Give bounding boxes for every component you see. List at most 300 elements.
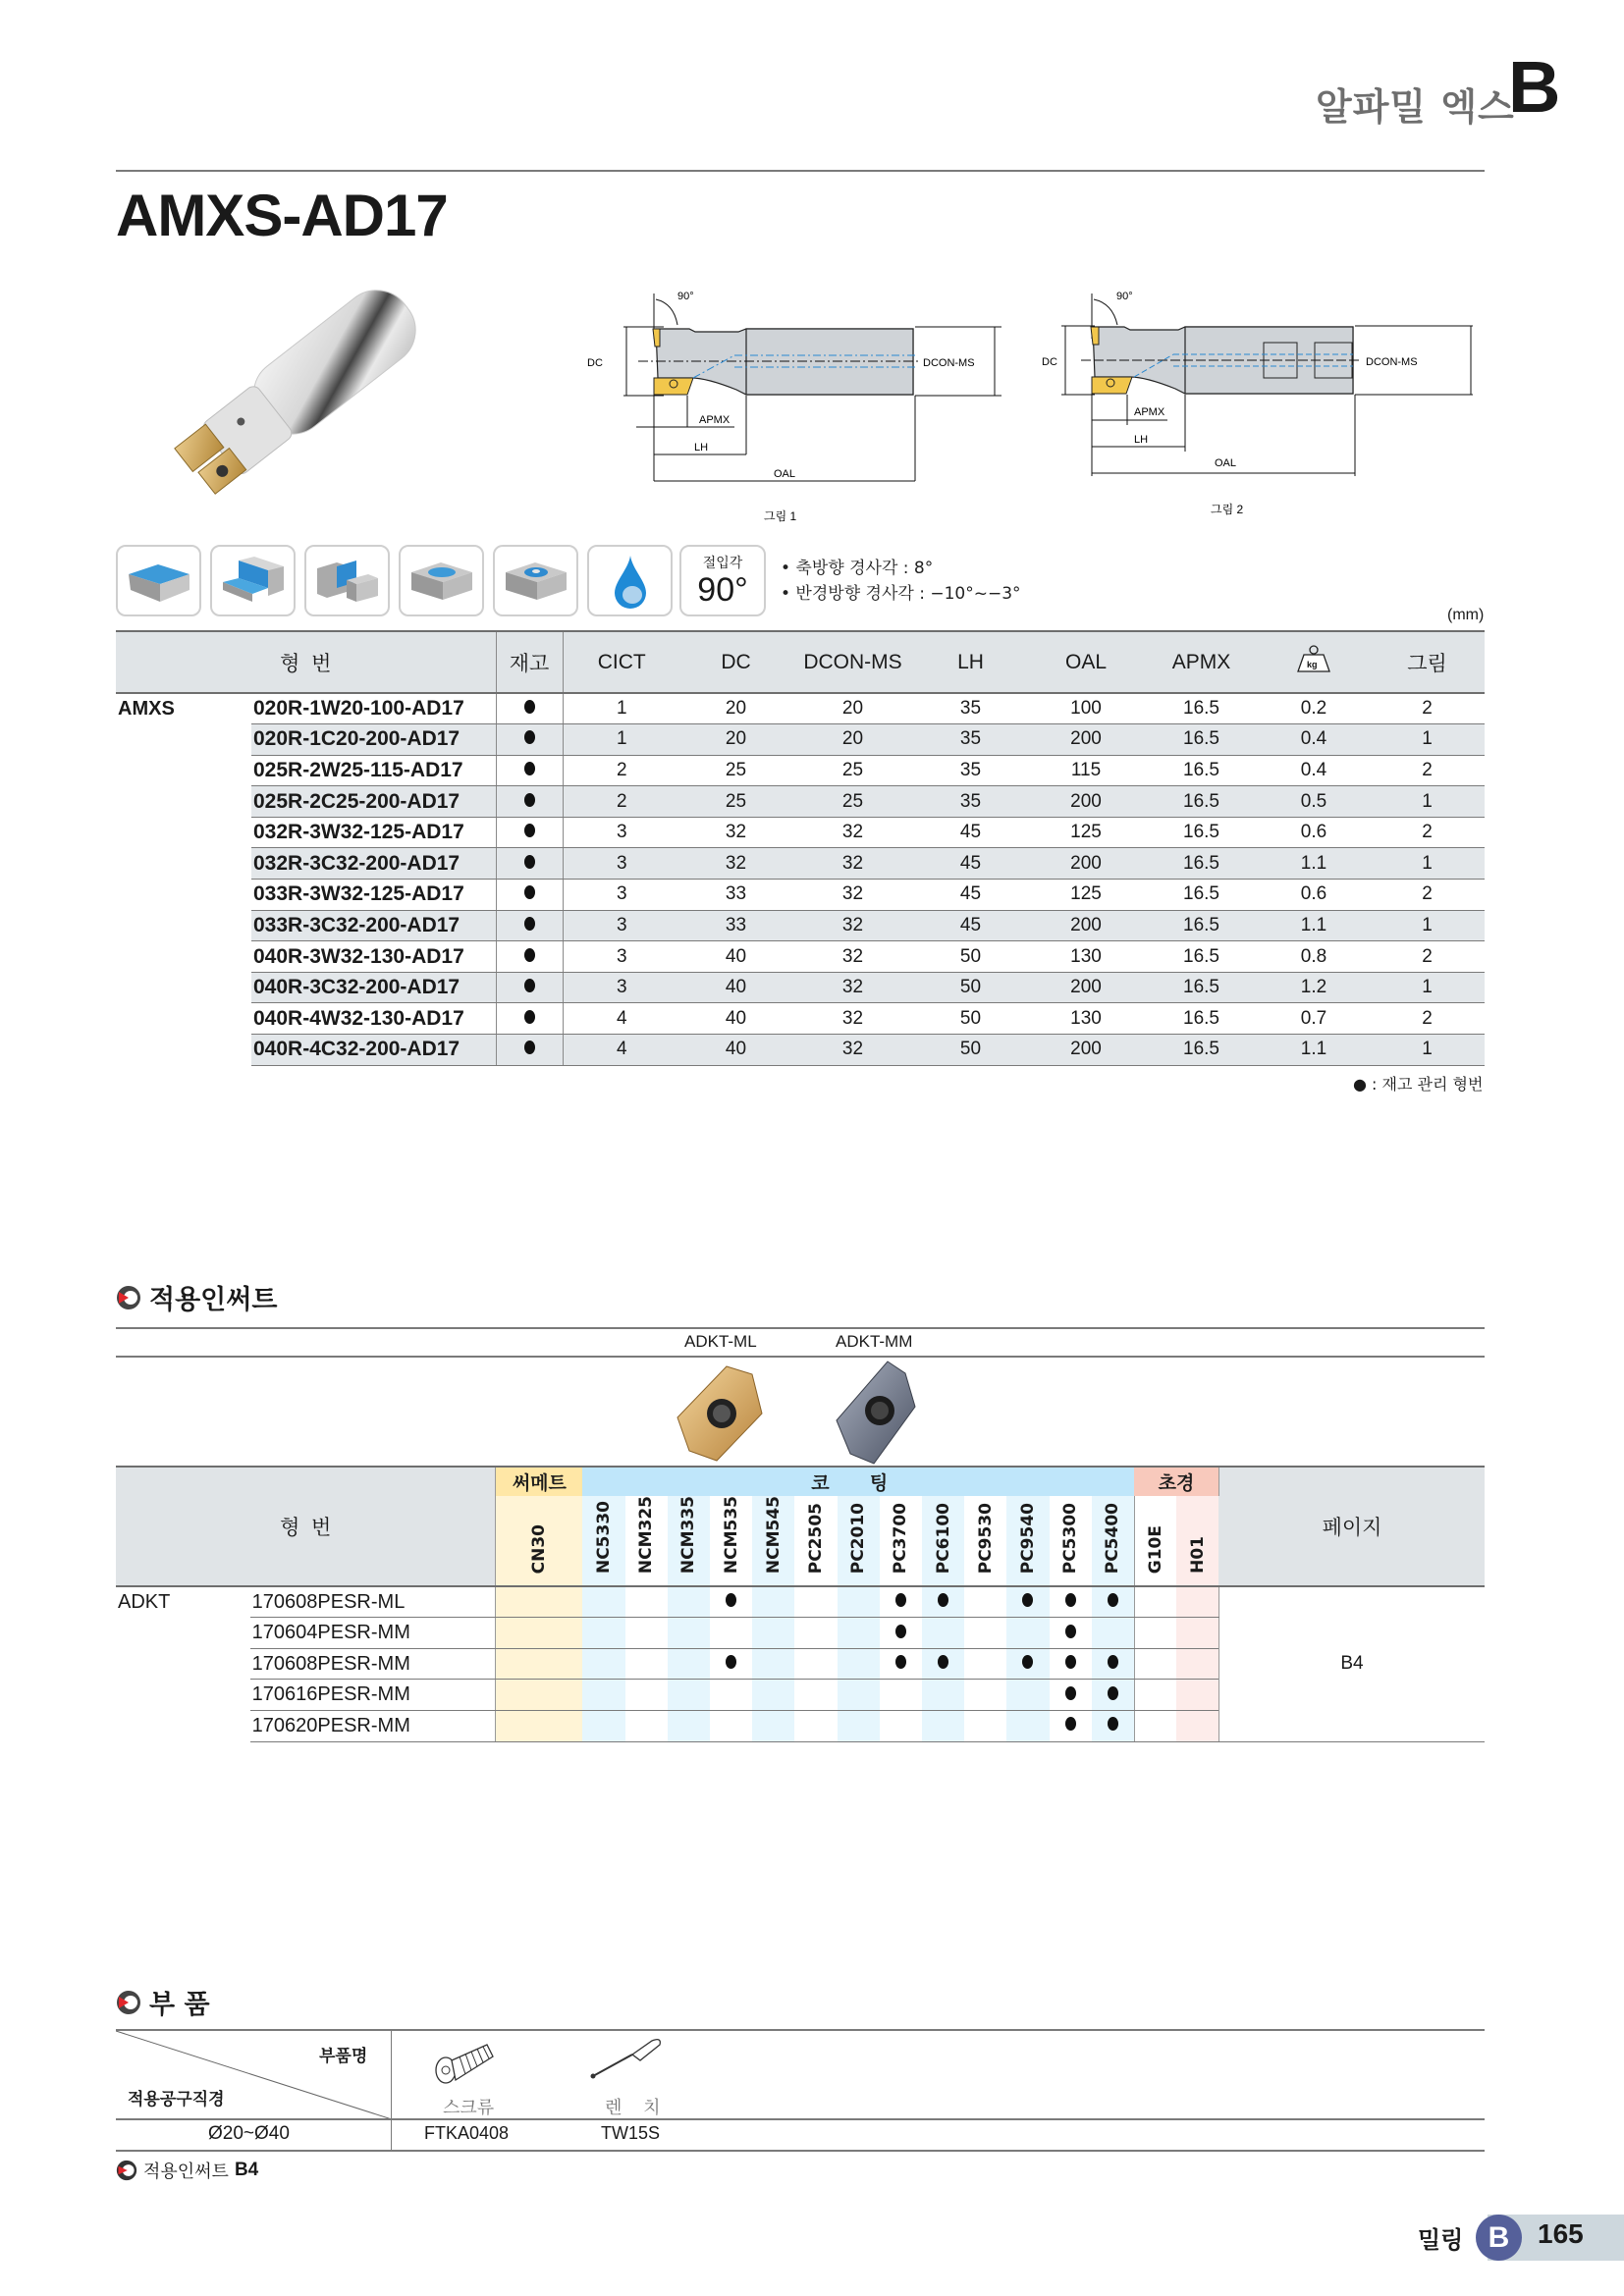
cell-dcon: 32 [791,880,914,911]
stock-indicator [496,755,563,786]
cell-lh: 35 [914,693,1027,724]
grade-cell [625,1680,668,1711]
divider [116,2150,1485,2152]
cell-oal: 125 [1027,880,1145,911]
slot-milling-icon [304,545,390,616]
cell-dcon: 32 [791,972,914,1003]
header-divider [116,170,1485,172]
table-row [116,910,1485,941]
cell-lh: 45 [914,880,1027,911]
cell-apmx: 16.5 [1145,724,1258,756]
cell-cict: 4 [563,1035,680,1066]
wrench-label: 렌 치 [605,2098,669,2118]
grade-cell [1092,1648,1134,1680]
model-code: 040R-3C32-200-AD17 [251,972,496,1003]
insert-model-code: 170608PESR-MM [250,1648,496,1680]
label-lh: LH [694,442,709,454]
cell-oal: 200 [1027,786,1145,818]
cell-dcon: 20 [791,693,914,724]
weight-kg-icon [1294,645,1333,674]
grade-cell [1092,1710,1134,1741]
availability-dot-icon [1065,1655,1076,1669]
availability-dot-icon [938,1593,948,1607]
label-dcon: DCON-MS [923,357,975,369]
table-row [116,786,1485,818]
label-oal: OAL [774,468,796,480]
tool-diameter-value: Ø20~Ø40 [208,2123,290,2144]
model-code: 040R-3W32-130-AD17 [251,941,496,973]
grade-cell [922,1710,964,1741]
grade-cell [1134,1680,1176,1711]
insert-model-code: 170620PESR-MM [250,1710,496,1741]
availability-dot-icon [1065,1593,1076,1607]
grade-cell [496,1586,582,1618]
table-row [116,693,1485,724]
grade-cell [582,1618,624,1649]
helical-milling-icon [493,545,578,616]
grade-cell [625,1648,668,1680]
header-dcon: DCON-MS [791,631,914,693]
cell-fig: 2 [1370,880,1485,911]
cell-dc: 33 [680,910,791,941]
wrench-icon [589,2035,668,2082]
cell-kg: 0.4 [1258,755,1370,786]
table-row [116,724,1485,756]
stock-dot-icon [524,730,535,744]
cell-apmx: 16.5 [1145,910,1258,941]
cell-oal: 200 [1027,972,1145,1003]
cell-oal: 200 [1027,910,1145,941]
grade-cell [1092,1618,1134,1649]
insert-type-label: ADKT-ML [684,1332,757,1351]
cell-apmx: 16.5 [1145,786,1258,818]
cell-lh: 50 [914,1003,1027,1035]
cell-oal: 125 [1027,817,1145,848]
label-angle: 90° [677,291,694,302]
cell-dcon: 32 [791,1035,914,1066]
cell-kg: 1.2 [1258,972,1370,1003]
cell-apmx: 16.5 [1145,848,1258,880]
cell-dcon: 25 [791,755,914,786]
grade-header: CN30 [496,1496,582,1586]
stock-dot-icon [524,1041,535,1054]
grade-header: PC6100 [922,1496,964,1586]
grade-cell [794,1618,837,1649]
face-milling-icon [116,545,201,616]
insert-model-code: 170604PESR-MM [250,1618,496,1649]
stock-indicator [496,910,563,941]
dimension-diagram-fig1 [579,280,1011,525]
grade-cell [710,1586,752,1618]
grade-header: PC5400 [1092,1496,1134,1586]
availability-dot-icon [1065,1686,1076,1700]
stock-dot-icon [524,885,535,899]
cell-fig: 1 [1370,848,1485,880]
grade-header: NCM335 [668,1496,710,1586]
cell-cict: 3 [563,817,680,848]
grade-cell [752,1648,794,1680]
grade-cell [582,1648,624,1680]
cell-fig: 2 [1370,817,1485,848]
entry-angle-box [679,545,766,616]
header-oal: OAL [1027,631,1145,693]
table-row [116,755,1485,786]
grade-cell [1092,1586,1134,1618]
insert-model-code: 170608PESR-ML [250,1586,496,1618]
stock-indicator [496,817,563,848]
table-row [116,941,1485,973]
stock-dot-icon [524,762,535,775]
stock-indicator [496,1035,563,1066]
header-weight [1258,631,1370,693]
grade-cell [794,1680,837,1711]
grade-cell [710,1618,752,1649]
screw-icon [432,2037,501,2086]
availability-dot-icon [895,1593,906,1607]
stock-legend: ● : 재고 관리 형번 [1353,1075,1484,1094]
group-cermet: 써메트 [496,1467,582,1496]
cell-cict: 4 [563,1003,680,1035]
cell-dcon: 32 [791,848,914,880]
grade-cell [1006,1710,1049,1741]
grade-cell [964,1680,1006,1711]
grade-cell [1050,1586,1092,1618]
model-code: 025R-2C25-200-AD17 [251,786,496,818]
grade-cell [582,1680,624,1711]
model-code: 020R-1C20-200-AD17 [251,724,496,756]
model-code: 033R-3W32-125-AD17 [251,880,496,911]
footer-section-badge: B [1476,2215,1522,2261]
stock-dot-icon [524,1010,535,1024]
header-apmx: APMX [1145,631,1258,693]
insert-model-code: 170616PESR-MM [250,1680,496,1711]
insert-image-adkt-mm [823,1360,931,1468]
series-name: ADKT [118,1591,171,1614]
cell-kg: 1.1 [1258,848,1370,880]
label-dcon: DCON-MS [1366,356,1418,368]
stock-indicator [496,786,563,818]
stock-indicator [496,880,563,911]
availability-dot-icon [895,1625,906,1638]
cell-kg: 1.1 [1258,1035,1370,1066]
entry-angle-value: 90° [697,571,748,609]
cell-fig: 1 [1370,972,1485,1003]
label-oal: OAL [1215,457,1237,469]
table-row [116,1035,1485,1066]
table-row [116,972,1485,1003]
cell-lh: 35 [914,724,1027,756]
table-row [116,848,1485,880]
grade-header: G10E [1134,1496,1176,1586]
model-code: 040R-4W32-130-AD17 [251,1003,496,1035]
grade-cell [880,1710,922,1741]
grade-cell [668,1618,710,1649]
divider [116,1356,1485,1358]
grade-cell [838,1586,880,1618]
grade-cell [1006,1618,1049,1649]
model-code: 032R-3W32-125-AD17 [251,817,496,848]
shoulder-milling-icon [210,545,296,616]
grade-cell [838,1618,880,1649]
grade-cell [1176,1586,1218,1618]
availability-dot-icon [1022,1655,1033,1669]
insert-page-ref[interactable]: B4 [1218,1586,1485,1741]
grade-cell [1092,1680,1134,1711]
grade-cell [668,1680,710,1711]
grade-cell [880,1586,922,1618]
cell-dcon: 32 [791,941,914,973]
grade-cell [1134,1586,1176,1618]
insert-type-label: ADKT-MM [836,1332,913,1351]
grade-cell [752,1618,794,1649]
grade-cell [922,1680,964,1711]
insert-section-heading: 적용인써트 [116,1278,277,1316]
grade-cell [625,1618,668,1649]
grade-cell [1176,1680,1218,1711]
grade-cell [922,1648,964,1680]
page-number: 165 [1538,2218,1584,2249]
grade-cell [922,1618,964,1649]
cell-oal: 100 [1027,693,1145,724]
cell-lh: 45 [914,817,1027,848]
cell-dcon: 32 [791,910,914,941]
grade-cell [752,1710,794,1741]
section-arrow-icon [116,2160,137,2181]
grade-cell [1176,1618,1218,1649]
section-letter: B [1508,46,1561,128]
grade-cell [1050,1618,1092,1649]
unit-label: (mm) [1447,607,1485,623]
grade-header: NCM535 [710,1496,752,1586]
header-model: 형 번 [116,1467,496,1586]
stock-indicator [496,848,563,880]
grade-header: NC5330 [582,1496,624,1586]
coolant-icon [587,545,673,616]
grade-cell [794,1648,837,1680]
cell-cict: 3 [563,880,680,911]
cell-dc: 25 [680,786,791,818]
grade-cell [496,1648,582,1680]
grade-cell [1134,1648,1176,1680]
cell-dc: 33 [680,880,791,911]
cell-dc: 25 [680,755,791,786]
cell-fig: 1 [1370,786,1485,818]
pocket-milling-icon [399,545,484,616]
cell-oal: 200 [1027,848,1145,880]
cell-dcon: 20 [791,724,914,756]
header-stock: 재고 [496,631,563,693]
cell-cict: 1 [563,693,680,724]
insert-image-adkt-ml [668,1362,776,1466]
cell-kg: 0.7 [1258,1003,1370,1035]
grade-cell [582,1586,624,1618]
cell-fig: 2 [1370,755,1485,786]
category-title: 알파밀 엑스 [1316,85,1515,129]
grade-header: NCM325 [625,1496,668,1586]
svg-text:kg: kg [1307,659,1318,669]
grade-cell [964,1710,1006,1741]
grade-header: PC9540 [1006,1496,1049,1586]
entry-angle-label: 절입각 [702,556,743,571]
wrench-code: TW15S [601,2123,661,2143]
grade-cell [625,1710,668,1741]
grade-cell [1006,1648,1049,1680]
footer-chapter-label: 밀링 [1418,2226,1464,2254]
cell-lh: 35 [914,786,1027,818]
grade-cell [668,1586,710,1618]
grade-cell [1176,1710,1218,1741]
grade-cell [496,1710,582,1741]
tool-product-image [147,275,442,515]
model-code: 040R-4C32-200-AD17 [251,1035,496,1066]
cell-fig: 2 [1370,693,1485,724]
cell-oal: 115 [1027,755,1145,786]
divider [116,1327,1485,1329]
cell-apmx: 16.5 [1145,941,1258,973]
table-row [116,1586,1485,1618]
availability-dot-icon [1108,1593,1118,1607]
grade-header: H01 [1176,1496,1218,1586]
cell-dc: 32 [680,817,791,848]
cell-fig: 2 [1370,1003,1485,1035]
cell-apmx: 16.5 [1145,1003,1258,1035]
cell-oal: 130 [1027,941,1145,973]
cell-cict: 3 [563,972,680,1003]
cell-lh: 50 [914,941,1027,973]
stock-dot-icon [524,979,535,992]
header-page: 페이지 [1218,1467,1485,1586]
cell-kg: 0.2 [1258,693,1370,724]
cell-apmx: 16.5 [1145,972,1258,1003]
label-angle: 90° [1116,291,1133,302]
cell-fig: 1 [1370,910,1485,941]
model-code: 032R-3C32-200-AD17 [251,848,496,880]
header-model: 형 번 [116,631,496,693]
axial-rake-note: • 축방향 경사각 : 8° [781,559,934,578]
grade-header: NCM545 [752,1496,794,1586]
cell-lh: 45 [914,910,1027,941]
radial-rake-note: • 반경방향 경사각 : −10°~−3° [781,584,1021,604]
header-figure: 그림 [1370,631,1485,693]
grade-cell [752,1680,794,1711]
cell-cict: 3 [563,941,680,973]
cell-lh: 35 [914,755,1027,786]
insert-reference-link[interactable]: 적용인써트 B4 [116,2158,258,2183]
grade-cell [1050,1710,1092,1741]
stock-dot-icon [524,917,535,931]
grade-cell [838,1710,880,1741]
cell-cict: 3 [563,910,680,941]
availability-dot-icon [1108,1717,1118,1731]
stock-indicator [496,972,563,1003]
grade-cell [582,1710,624,1741]
cell-dc: 40 [680,1003,791,1035]
grade-cell [964,1618,1006,1649]
cell-fig: 1 [1370,1035,1485,1066]
stock-indicator [496,693,563,724]
grade-cell [1050,1680,1092,1711]
grade-cell [880,1648,922,1680]
cell-fig: 1 [1370,724,1485,756]
cell-lh: 50 [914,1035,1027,1066]
availability-dot-icon [726,1593,736,1607]
grade-cell [710,1710,752,1741]
grade-cell [794,1586,837,1618]
cell-cict: 1 [563,724,680,756]
label-dc: DC [1042,356,1057,368]
col-part-name: 부품명 [319,2047,368,2066]
grade-cell [625,1586,668,1618]
grade-cell [752,1586,794,1618]
insert-table [116,1466,1485,1742]
availability-dot-icon [1065,1717,1076,1731]
grade-cell [922,1586,964,1618]
cell-apmx: 16.5 [1145,693,1258,724]
screw-label: 스크류 [443,2098,495,2118]
grade-cell [1006,1680,1049,1711]
cell-kg: 0.6 [1258,880,1370,911]
model-code: 033R-3C32-200-AD17 [251,910,496,941]
group-coating: 코 팅 [582,1467,1134,1496]
label-lh: LH [1134,434,1149,446]
cell-dc: 32 [680,848,791,880]
label-dc: DC [587,357,603,369]
grade-cell [668,1710,710,1741]
grade-cell [1134,1710,1176,1741]
label-apmx: APMX [1134,406,1165,418]
availability-dot-icon [1065,1625,1076,1638]
cell-dc: 20 [680,724,791,756]
divider [391,2029,392,2150]
grade-cell [964,1648,1006,1680]
header-cict: CICT [563,631,680,693]
grade-cell [1006,1586,1049,1618]
grade-cell [880,1618,922,1649]
rake-angle-notes [781,556,1021,607]
cell-kg: 0.5 [1258,786,1370,818]
grade-cell [1050,1648,1092,1680]
cell-oal: 130 [1027,1003,1145,1035]
cell-kg: 0.4 [1258,724,1370,756]
page-title: AMXS-AD17 [116,183,448,248]
table-row [116,1003,1485,1035]
cell-apmx: 16.5 [1145,755,1258,786]
cell-dcon: 25 [791,786,914,818]
figure-caption: 그림 1 [764,509,797,523]
grade-header: PC2505 [794,1496,837,1586]
grade-cell [838,1648,880,1680]
cell-fig: 2 [1370,941,1485,973]
label-apmx: APMX [699,414,731,426]
grade-header: PC5300 [1050,1496,1092,1586]
availability-dot-icon [1108,1686,1118,1700]
cell-dcon: 32 [791,1003,914,1035]
grade-cell [710,1648,752,1680]
cell-apmx: 16.5 [1145,817,1258,848]
grade-cell [496,1680,582,1711]
dimension-diagram-fig2 [1026,280,1488,525]
spec-table-header [116,631,1485,693]
stock-dot-icon [524,948,535,962]
stock-indicator [496,941,563,973]
cell-dc: 40 [680,972,791,1003]
availability-dot-icon [895,1655,906,1669]
availability-dot-icon [938,1655,948,1669]
stock-dot-icon [524,855,535,869]
cell-lh: 50 [914,972,1027,1003]
grade-cell [496,1618,582,1649]
grade-cell [838,1680,880,1711]
